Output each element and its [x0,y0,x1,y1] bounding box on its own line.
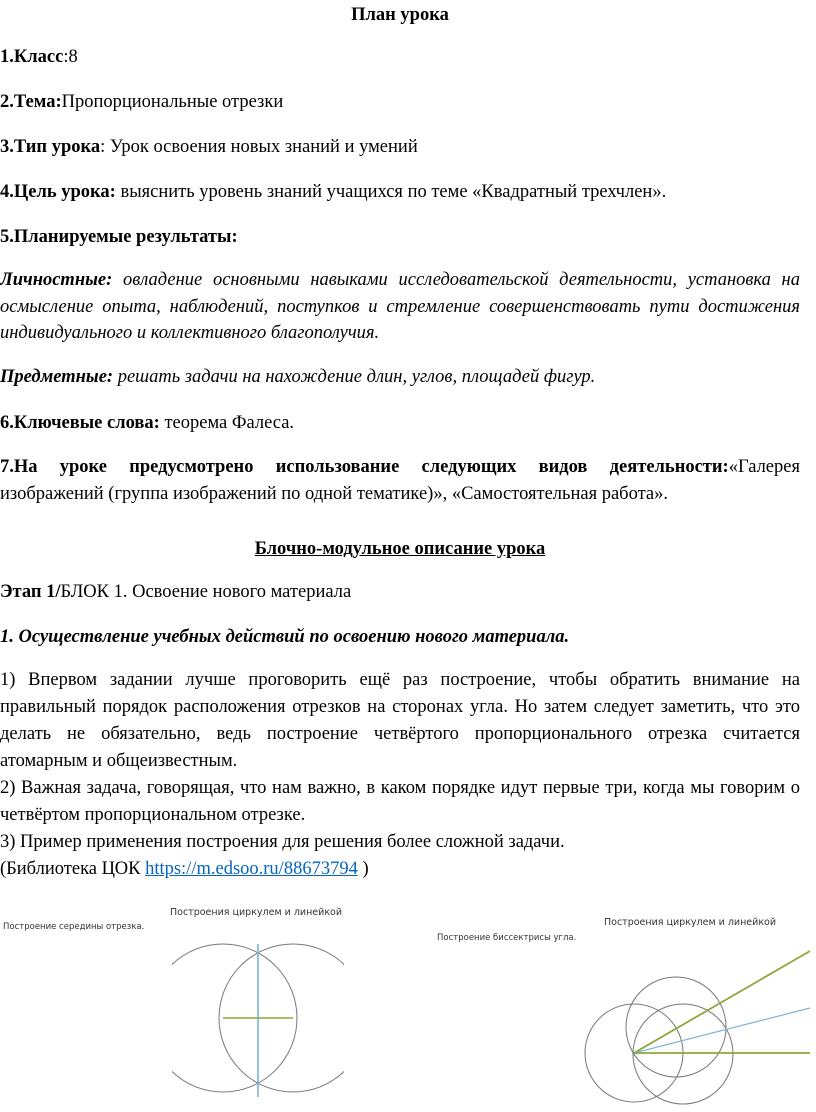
page-title [0,2,800,29]
topic-line: 2.Тема:Пропорциональные отрезки [0,92,284,112]
paragraph-3: 3) Пример применения построения для решения более сложной задачи. [0,832,565,852]
subject-results: Предметные: решать задачи на нахождение длин, углов, площадей фигур. [0,367,596,387]
personal-results: Личностные: овладение основными навыками исследовательской деятельности, установка на осмысление опыта, наблюдений, поступков и стремление совершенствовать пути достижения индивидуального и коллективного благополучия. [0,270,800,343]
results-heading: 5.Планируемые результаты: [0,227,238,247]
angle-side-upper [634,951,810,1053]
activities-line: 7.На уроке предусмотрено использование следующих видов деятельности:«Галерея изображений (группа изображений по одной тематике)», «Самостоятельная работа». [0,457,800,504]
goal-line: 4.Цель урока: выяснить уровень знаний учащихся по теме «Квадратный трехчлен». [0,182,667,202]
stage-line: Этап 1/БЛОК 1. Освоение нового материала [0,582,352,602]
paragraph-2: 2) Важная задача, говорящая, что нам важно, в каком порядке идут первые три, когда мы говорим о четвёртом пропорциональном отрезке. [0,778,800,825]
library-link[interactable]: https://m.edsoo.ru/88673794 [145,859,358,879]
midpoint-caption: Построение середины отрезка. [3,922,145,932]
keywords-line: 6.Ключевые слова: теорема Фалеса. [0,413,295,433]
subheading: 1. Осуществление учебных действий по освоению нового материала. [0,627,570,647]
paragraph-1: 1) Впервом задании лучше проговорить ещё раз построение, чтобы обратить внимание на правильный порядок расположения отрезков на сторонах угла. Но затем следует заметить, что это делать не обязательно, ведь построение четвёртого пропорционального отрезка считается атомарным и общеизвестным. [0,670,800,771]
bisector-caption: Построение биссектрисы угла. [437,933,577,943]
midpoint-construction-figure [0,890,408,1112]
bisector-construction-figure [408,890,816,1112]
lesson-paragraphs [0,667,800,883]
bisector-title: Построения циркулем и линейкой [604,917,777,928]
library-line: (Библиотека ЦОК https://m.edsoo.ru/88673794 ) [0,859,369,879]
page-title-text: План урока [351,5,449,25]
type-line: 3.Тип урока: Урок освоения новых знаний и умений [0,137,418,157]
section-title: Блочно-модульное описание урока [254,539,546,559]
class-line: 1.Класс:8 [0,47,78,67]
midpoint-title: Построения циркулем и линейкой [170,907,343,918]
